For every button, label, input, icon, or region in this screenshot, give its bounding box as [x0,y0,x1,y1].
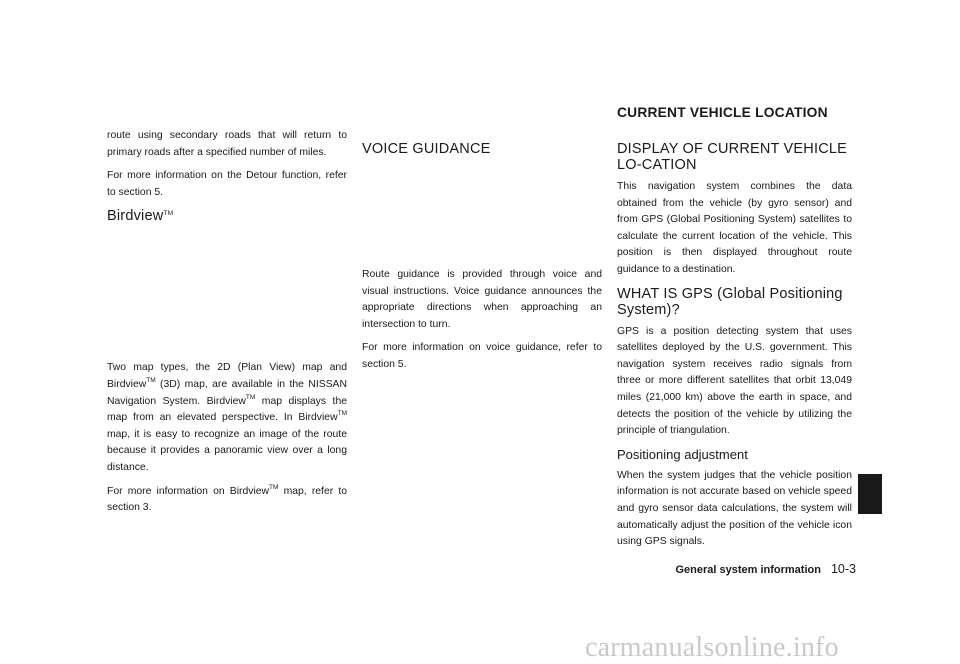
figure-space [107,224,347,360]
paragraph: GPS is a position detecting system that uses satellites deployed by the U.S. government. This navigation system receives radio signals from three or more different satellites that orbit 13,049 miles (21,000 km) above the earth in space, and detects the position of the vehicle by utilizing the principle of triangulation. [617,325,852,437]
display-location-heading: DISPLAY OF CURRENT VEHICLE LO-CATION [617,141,848,173]
paragraph: This navigation system combines the data obtained from the vehicle (by gyro sensor) and from GPS (Global Positioning System) satellites to calculate the current location of the vehicle. This position is then displayed throughout route guidance to a destination. [617,181,852,275]
footer-label: General system information [675,564,821,576]
section-tab [858,474,882,514]
paragraph: Route guidance is provided through voice and visual instructions. Voice guidance announces the appropriate directions when approaching an intersection to turn. [362,269,602,330]
page-number: 10-3 [830,562,856,576]
page-footer [675,562,856,576]
paragraph: route using secondary roads that will return to primary roads after a specified number of miles. [107,130,347,158]
paragraph: For more information on voice guidance, refer to section 5. [362,342,602,370]
column-left [107,128,347,524]
figure-space [362,157,602,267]
paragraph: When the system judges that the vehicle position information is not accurate based on vehicle speed and gyro sensor data calculations, the system will automatically adjust the position of the vehicle icon using GPS signals. [617,469,852,548]
watermark: carmanualsonline.info [585,632,839,663]
voice-guidance-heading: VOICE GUIDANCE [362,141,491,157]
column-right [617,141,852,558]
positioning-adjustment-heading: Positioning adjustment [617,446,748,462]
paragraph: For more information on the Detour function, refer to section 5. [107,170,347,198]
section-title: CURRENT VEHICLE LOCATION [617,105,828,120]
paragraph: For more information on Birdview™ map, refer to section 3. [107,483,347,514]
what-is-gps-heading: WHAT IS GPS (Global Positioning System)? [617,285,843,318]
column-middle [362,141,602,381]
paragraph: Two map types, the 2D (Plan View) map and Birdview™ (3D) map, are available in the NISSAN Navigation System. Birdview™ map displays the map from an elevated perspective. In Birdview™ map, it is easy to recognize an image of the route because it provides a panoramic view over a long distance. [107,362,348,473]
birdview-heading: Birdview™ [107,208,174,225]
